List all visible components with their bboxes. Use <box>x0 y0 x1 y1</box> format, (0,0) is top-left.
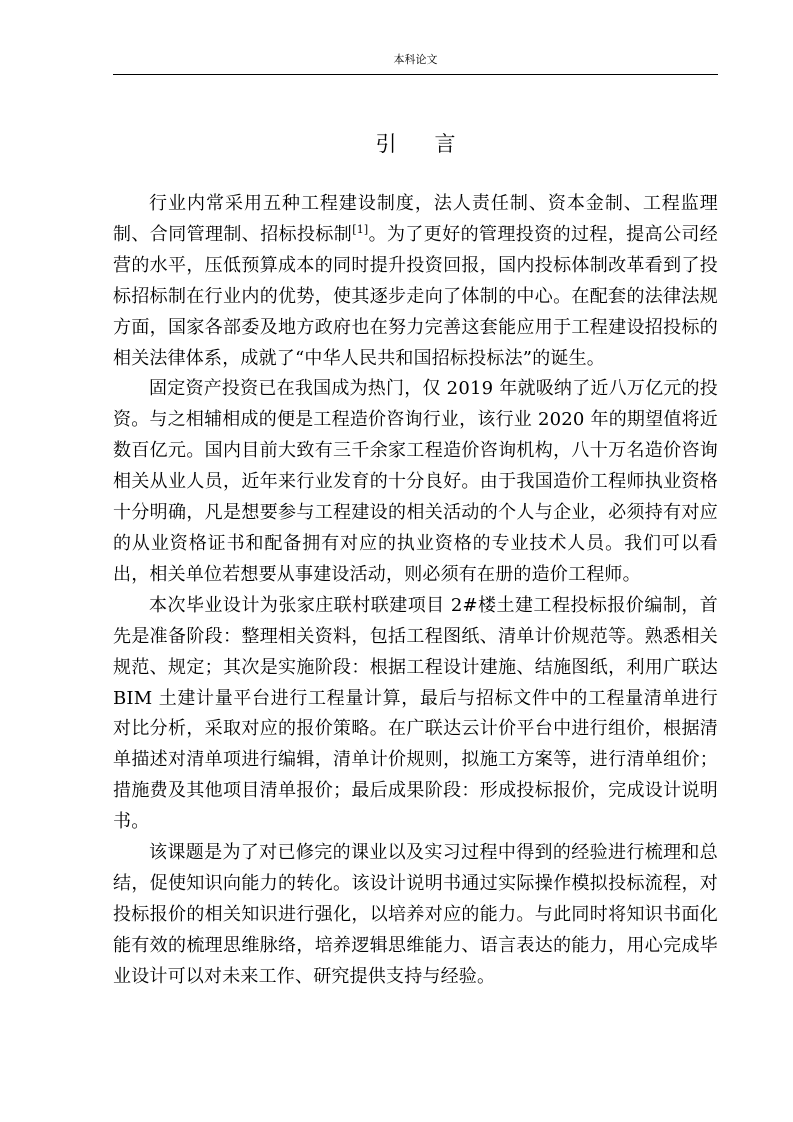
paragraph-1 <box>113 189 718 374</box>
running-title: 本科论文 <box>393 53 438 66</box>
paragraph-1-text-cont: 。为了更好的管理投资的过程，提高公司经营的水平，压低预算成本的同时提升投资回报，国内投标体制改革看到了投标招标制在行业内的优势，使其逐步走向了体制的中心。在配套的法律法规方面，国家各部委及地方政府也在努力完善这套能应用于工程建设招投标的相关法律体系，成就了“中华人民共和国招标投标法”的诞生。 <box>113 223 718 369</box>
paragraph-3: 本次毕业设计为张家庄联村联建项目 2#楼土建工程投标报价编制，首先是准备阶段：整理相关资料，包括工程图纸、清单计价规范等。熟悉相关规范、规定；其次是实施阶段：根据工程设计建施、结施图纸，利用广联达 BIM 土建计量平台进行工程量计算，最后与招标文件中的工程量清单进行对比分析，采取对应的报价策略。在广联达云计价平台中进行组价，根据清单描述对清单项进行编辑，清单计价规则，拟施工方案等，进行清单组价；措施费及其他项目清单报价；最后成果阶段：形成投标报价，完成设计说明书。 <box>113 594 718 833</box>
page-header <box>113 52 718 75</box>
paragraph-1-text: 行业内常采用五种工程建设制度，法人责任制、资本金制、工程监理制、合同管理制、招标投标制 <box>113 193 718 245</box>
paragraph-2: 固定资产投资已在我国成为热门，仅 2019 年就吸纳了近八万亿元的投资。与之相辅相成的便是工程造价咨询行业，该行业 2020 年的期望值将近数百亿元。国内目前大致有三千余家工程造价咨询机构，八十万名造价咨询相关从业人员，近年来行业发育的十分良好。由于我国造价工程师执业资格十分明确，凡是想要参与工程建设的相关活动的个人与企业，必须持有对应的从业资格证书和配备拥有对应的执业资格的专业技术人员。我们可以看出，相关单位若想要从事建设活动，则必须有在册的造价工程师。 <box>113 378 718 585</box>
body-text <box>113 189 718 993</box>
page-title: 引言 <box>375 132 494 156</box>
paragraph-4: 该课题是为了对已修完的课业以及实习过程中得到的经验进行梳理和总结，促使知识向能力的转化。该设计说明书通过实际操作模拟投标流程，对投标报价的相关知识进行强化，以培养对应的能力。与此同时将知识书面化能有效的梳理思维脉络，培养逻辑思维能力、语言表达的能力，用心完成毕业设计可以对未来工作、研究提供支持与经验。 <box>113 842 718 987</box>
citation-ref-1: [1] <box>352 222 369 236</box>
